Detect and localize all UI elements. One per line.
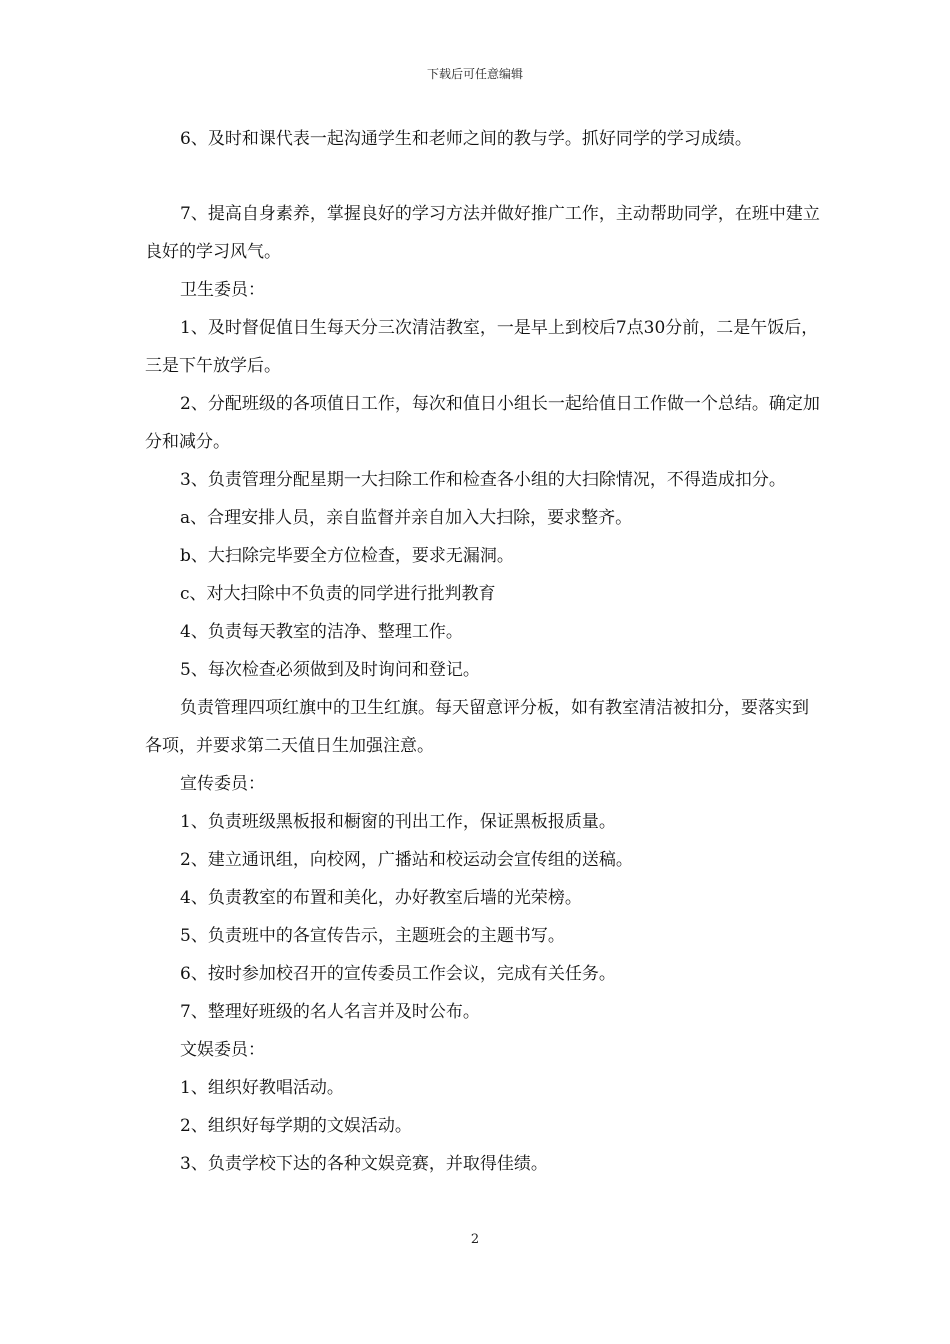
paragraph-publicity-item-2: 2、建立通讯组，向校网，广播站和校运动会宣传组的送稿。 bbox=[180, 850, 633, 870]
paragraph-hygiene-item-c: c、对大扫除中不负责的同学进行批判教育 bbox=[180, 584, 496, 604]
paragraph-publicity-item-6: 6、按时参加校召开的宣传委员工作会议，完成有关任务。 bbox=[180, 964, 616, 984]
paragraph-class-rep-item-7: 7、提高自身素养，掌握良好的学习方法并做好推广工作，主动帮助同学，在班中建立良好的学习风气。 bbox=[145, 204, 820, 262]
page-number: 2 bbox=[470, 1232, 480, 1247]
paragraph-entertainment-item-1: 1、组织好教唱活动。 bbox=[180, 1078, 344, 1098]
paragraph-hygiene-item-3: 3、负责管理分配星期一大扫除工作和检查各小组的大扫除情况，不得造成扣分。 bbox=[180, 470, 786, 490]
section-heading-hygiene: 卫生委员： bbox=[180, 280, 265, 300]
paragraph-hygiene-item-5: 5、每次检查必须做到及时询问和登记。 bbox=[180, 660, 480, 680]
paragraph-class-rep-item-6: 6、及时和课代表一起沟通学生和老师之间的教与学。抓好同学的学习成绩。 bbox=[180, 129, 752, 149]
paragraph-publicity-item-4: 4、负责教室的布置和美化，办好教室后墙的光荣榜。 bbox=[180, 888, 582, 908]
section-heading-publicity: 宣传委员： bbox=[180, 774, 265, 794]
paragraph-hygiene-item-b: b、大扫除完毕要全方位检查，要求无漏洞。 bbox=[180, 546, 514, 566]
paragraph-publicity-item-1: 1、负责班级黑板报和橱窗的刊出工作，保证黑板报质量。 bbox=[180, 812, 616, 832]
paragraph-hygiene-item-2: 2、分配班级的各项值日工作，每次和值日小组长一起给值日工作做一个总结。确定加分和减分。 bbox=[145, 394, 820, 452]
paragraph-entertainment-item-2: 2、组织好每学期的文娱活动。 bbox=[180, 1116, 412, 1136]
section-heading-entertainment: 文娱委员： bbox=[180, 1040, 265, 1060]
paragraph-publicity-item-5: 5、负责班中的各宣传告示，主题班会的主题书写。 bbox=[180, 926, 565, 946]
paragraph-hygiene-item-1: 1、及时督促值日生每天分三次清洁教室，一是早上到校后7点30分前，二是午饭后，三是下午放学后。 bbox=[145, 318, 819, 376]
paragraph-entertainment-item-3: 3、负责学校下达的各种文娱竞赛，并取得佳绩。 bbox=[180, 1154, 548, 1174]
paragraph-hygiene-red-flag: 负责管理四项红旗中的卫生红旗。每天留意评分板，如有教室清洁被扣分，要落实到各项，并要求第二天值日生加强注意。 bbox=[145, 698, 809, 756]
page-header: 下载后可任意编辑 bbox=[426, 67, 523, 81]
document-body bbox=[145, 120, 825, 1183]
paragraph-publicity-item-7: 7、整理好班级的名人名言并及时公布。 bbox=[180, 1002, 480, 1022]
paragraph-hygiene-item-4: 4、负责每天教室的洁净、整理工作。 bbox=[180, 622, 463, 642]
paragraph-hygiene-item-a: a、合理安排人员，亲自监督并亲自加入大扫除，要求整齐。 bbox=[180, 508, 633, 528]
